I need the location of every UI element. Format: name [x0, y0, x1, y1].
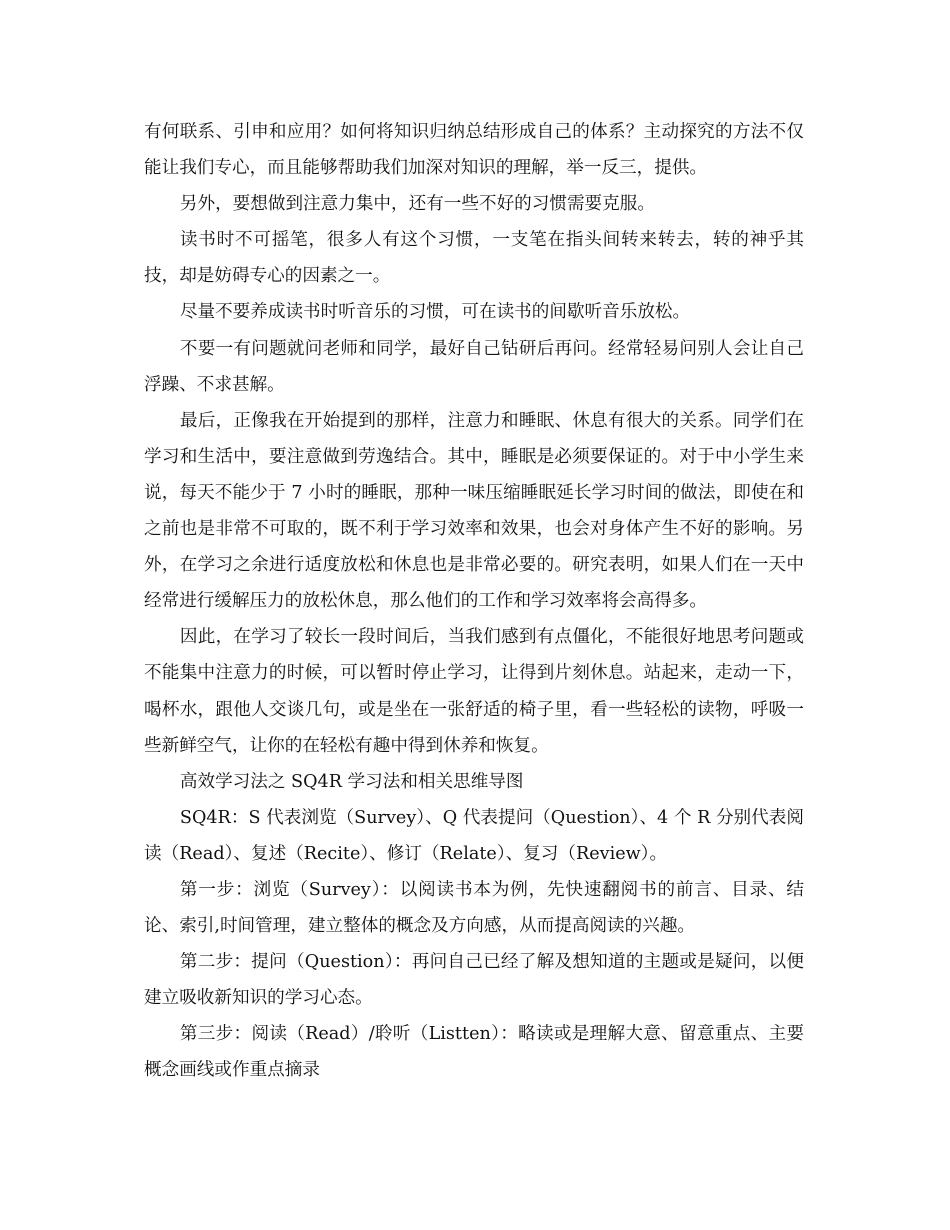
paragraph: SQ4R：S 代表浏览（Survey）、Q 代表提问（Question）、4 个 R 分别代表阅读（Read）、复述（Recite）、修订（Relate）、复习（Review）。 — [144, 807, 804, 864]
paragraph: 因此，在学习了较长一段时间后，当我们感到有点僵化，不能很好地思考问题或不能集中注意力的时候，可以暂时停止学习，让得到片刻休息。站起来，走动一下，喝杯水，跟他人交谈几句，或是坐在一张舒适的椅子里，看一些轻松的读物，呼吸一些新鲜空气，让你的在轻松有趣中得到休养和恢复。 — [144, 627, 804, 756]
paragraph: 不要一有问题就问老师和同学，最好自己钻研后再问。经常轻易问别人会让自己浮躁、不求甚解。 — [144, 338, 804, 395]
paragraph: 读书时不可摇笔，很多人有这个习惯，一支笔在指头间转来转去，转的神乎其技，却是妨碍专心的因素之一。 — [144, 230, 804, 287]
section-heading: 高效学习法之 SQ4R 学习法和相关思维导图 — [179, 771, 524, 792]
paragraph: 第二步：提问（Question）：再问自己已经了解及想知道的主题或是疑问，以便建立吸收新知识的学习心态。 — [144, 952, 804, 1009]
paragraph: 第一步：浏览（Survey）：以阅读书本为例，先快速翻阅书的前言、目录、结论、索引,时间管理，建立整体的概念及方向感，从而提高阅读的兴趣。 — [144, 879, 804, 937]
document-body — [144, 114, 804, 1089]
paragraph: 另外，要想做到注意力集中，还有一些不好的习惯需要克服。 — [179, 194, 655, 215]
paragraph: 第三步：阅读（Read）/聆听（Listten）：略读或是理解大意、留意重点、主要概念画线或作重点摘录 — [144, 1024, 804, 1081]
paragraph: 最后，正像我在开始提到的那样，注意力和睡眠、休息有很大的关系。同学们在学习和生活中，要注意做到劳逸结合。其中，睡眠是必须要保证的。对于中小学生来说，每天不能少于 7 小时的睡眠，那种一味压缩睡眠延长学习时间的做法，即使在和之前也是非常不可取的，既不利于学习效率和效果，也会对身体产生不好的影响。另外，在学习之余进行适度放松和休息也是非常必要的。研究表明，如果人们在一天中经常进行缓解压力的放松休息，那么他们的工作和学习效率将会高得多。 — [144, 410, 804, 612]
paragraph: 尽量不要养成读书时听音乐的习惯，可在读书的间歇听音乐放松。 — [179, 302, 691, 323]
paragraph: 有何联系、引申和应用？如何将知识归纳总结形成自己的体系？主动探究的方法不仅能让我们专心，而且能够帮助我们加深对知识的理解，举一反三，提供。 — [144, 122, 804, 179]
